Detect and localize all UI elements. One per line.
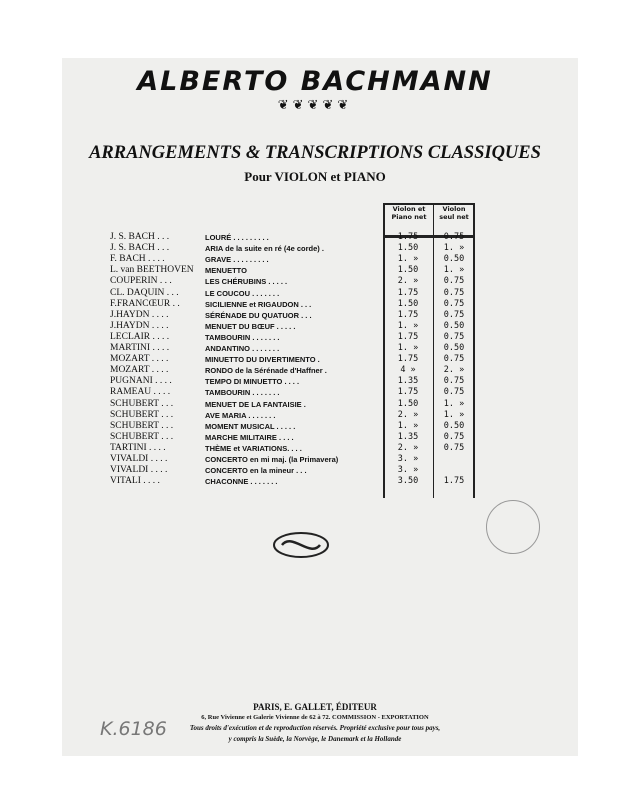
title-cell: TAMBOURIN . . . . . . . <box>205 388 280 398</box>
price-violin-piano: 1.75 <box>397 387 419 398</box>
price-violin-solo: 1. » <box>443 409 465 420</box>
ornament-emblem <box>272 530 330 560</box>
composer-cell: TARTINI . . . . <box>110 442 166 453</box>
price-violin-piano: 2. » <box>397 442 419 453</box>
subtitle: Pour VIOLON et PIANO <box>244 169 386 184</box>
price-violin-solo: 0.75 <box>443 331 465 342</box>
composer-cell: J. S. BACH . . . <box>110 232 170 242</box>
price-violin-piano: 1. » <box>397 420 419 431</box>
price-violin-solo: 0.75 <box>443 387 465 398</box>
price-violin-piano: 1.50 <box>397 265 419 276</box>
composer-cell: CL. DAQUIN . . . <box>110 287 179 298</box>
title-cell: MENUET DU BŒUF . . . . . <box>205 321 296 331</box>
price-violin-solo: 0.75 <box>443 287 465 298</box>
composer-cell: MOZART . . . . <box>110 354 169 365</box>
composer-cell: F.FRANCŒUR . . <box>110 298 180 309</box>
price-violin-piano: 1. » <box>397 254 419 265</box>
title-cell: TEMPO DI MINUETTO . . . . <box>205 377 300 387</box>
composer-cell: SCHUBERT . . . <box>110 420 174 431</box>
composer-cell: MOZART . . . . <box>110 365 169 376</box>
title-cell: MINUETTO DU DIVERTIMENTO . <box>205 355 320 365</box>
title-cell: LOURÉ . . . . . . . . . <box>205 233 269 242</box>
title-cell: SICILIENNE et RIGAUDON . . . <box>205 299 312 309</box>
price-violin-solo: 0.50 <box>443 420 465 431</box>
price-violin-piano: 2. » <box>397 409 419 420</box>
price-violin-solo: 2. » <box>443 365 465 376</box>
price-violin-piano: 4 » <box>400 365 416 376</box>
price-violin-solo: 0.75 <box>443 298 465 309</box>
price-violin-piano: 1.50 <box>397 298 419 309</box>
composer-cell: SCHUBERT . . . <box>110 409 174 420</box>
title-cell: AVE MARIA . . . . . . . <box>205 410 276 420</box>
composer-cell: J.HAYDN . . . . <box>110 320 169 331</box>
price-violin-piano: 3.50 <box>397 476 419 487</box>
price-violin-solo: 0.75 <box>443 232 465 242</box>
rights-line-2: y compris la Suède, la Norvège, le Danemark et la Hollande <box>228 735 402 743</box>
price-violin-piano: 1.75 <box>397 309 419 320</box>
price-violin-solo: 0.75 <box>443 431 465 442</box>
price-violin-solo: 0.50 <box>443 320 465 331</box>
title-cell: TAMBOURIN . . . . . . . <box>205 332 280 342</box>
title-cell: RONDO de la Sérénade d'Haffner . <box>205 366 327 376</box>
publisher: PARIS, E. GALLET, ÉDITEUR <box>253 702 377 712</box>
series-title: ARRANGEMENTS & TRANSCRIPTIONS CLASSIQUES <box>89 143 541 163</box>
composer-cell: COUPERIN . . . <box>110 276 172 287</box>
title-cell: SÉRÉNADE DU QUATUOR . . . <box>205 310 312 320</box>
price-violin-piano: 1.50 <box>397 398 419 409</box>
price-violin-piano: 1.50 <box>397 243 419 254</box>
composer-cell: J.HAYDN . . . . <box>110 309 169 320</box>
composer-cell: SCHUBERT . . . <box>110 398 174 409</box>
address: 6, Rue Vivienne et Galerie Vivienne de 62 à 72. COMMISSION - EXPORTATION <box>201 714 429 721</box>
composer-cell: J. S. BACH . . . <box>110 243 170 254</box>
library-stamp <box>486 500 540 554</box>
title-cell: ARIA de la suite en ré (4e corde) . <box>205 244 324 254</box>
composer-cell: MARTINI . . . . <box>110 343 170 353</box>
composer-cell: SCHUBERT . . . <box>110 431 174 442</box>
title-cell: LE COUCOU . . . . . . . <box>205 288 280 298</box>
price-violin-piano: 2. » <box>397 276 419 287</box>
price-violin-solo: 1.75 <box>443 476 465 487</box>
price-violin-solo: 0.75 <box>443 276 465 287</box>
shelfmark-handwritten: K.6186 <box>100 718 167 740</box>
title-cell: CONCERTO en mi maj. (la Primavera) <box>205 455 339 464</box>
title-cell: MENUETTO <box>205 266 247 276</box>
title-cell: MENUET DE LA FANTAISIE . <box>205 399 306 409</box>
title-cell: CHACONNE . . . . . . . <box>205 477 278 487</box>
title-cell: ANDANTINO . . . . . . . <box>205 344 280 353</box>
price-violin-solo: 0.75 <box>443 309 465 320</box>
composer-cell: LECLAIR . . . . <box>110 331 170 342</box>
title-cell: LES CHÉRUBINS . . . . . <box>205 277 288 287</box>
price-violin-piano: 1.75 <box>397 287 419 298</box>
composer-name: ALBERTO BACHMANN <box>137 66 493 97</box>
rights-line-1: Tous droits d'exécution et de reproduction réservés. Propriété exclusive pour tous pays, <box>189 724 441 732</box>
composer-cell: L. van BEETHOVEN <box>110 265 194 276</box>
price-violin-piano: 1.35 <box>397 431 419 442</box>
price-violin-piano: 1. » <box>397 343 419 353</box>
title-cell: MOMENT MUSICAL . . . . . <box>205 421 296 431</box>
title-cell: MARCHE MILITAIRE . . . . <box>205 432 294 442</box>
price-violin-piano: 1. » <box>397 320 419 331</box>
price-violin-piano: 1.35 <box>397 376 419 387</box>
price-violin-solo: 0.75 <box>443 376 465 387</box>
composer-cell: F. BACH . . . . <box>110 254 165 265</box>
price-violin-piano: 3. » <box>397 454 419 464</box>
ornament: ❦❦❦❦❦ <box>277 97 353 112</box>
composer-cell: VIVALDI . . . . <box>110 454 168 464</box>
price-violin-piano: 3. » <box>397 465 419 476</box>
price-violin-piano: 1.75 <box>397 232 419 242</box>
price-violin-piano: 1.75 <box>397 354 419 365</box>
price-violin-solo: 1. » <box>443 243 465 254</box>
title-cell: THÈME et VARIATIONS. . . . <box>205 443 302 453</box>
price-violin-solo: 0.50 <box>443 254 465 265</box>
col2-header: Violon seul net <box>439 205 469 221</box>
composer-cell: RAMEAU . . . . <box>110 387 171 398</box>
composer-cell: VITALI . . . . <box>110 476 160 487</box>
price-violin-solo: 1. » <box>443 265 465 276</box>
composer-cell: PUGNANI . . . . <box>110 376 172 387</box>
title-cell: CONCERTO en la mineur . . . <box>205 466 307 476</box>
price-violin-solo: 0.75 <box>443 354 465 365</box>
price-violin-solo: 0.75 <box>443 442 465 453</box>
price-violin-piano: 1.75 <box>397 331 419 342</box>
col1-header: Violon et Piano net <box>391 205 427 221</box>
title-cell: GRAVE . . . . . . . . . <box>205 255 269 265</box>
price-violin-solo: 0.50 <box>443 343 465 353</box>
price-violin-solo: 1. » <box>443 398 465 409</box>
composer-cell: VIVALDI . . . . <box>110 465 168 476</box>
